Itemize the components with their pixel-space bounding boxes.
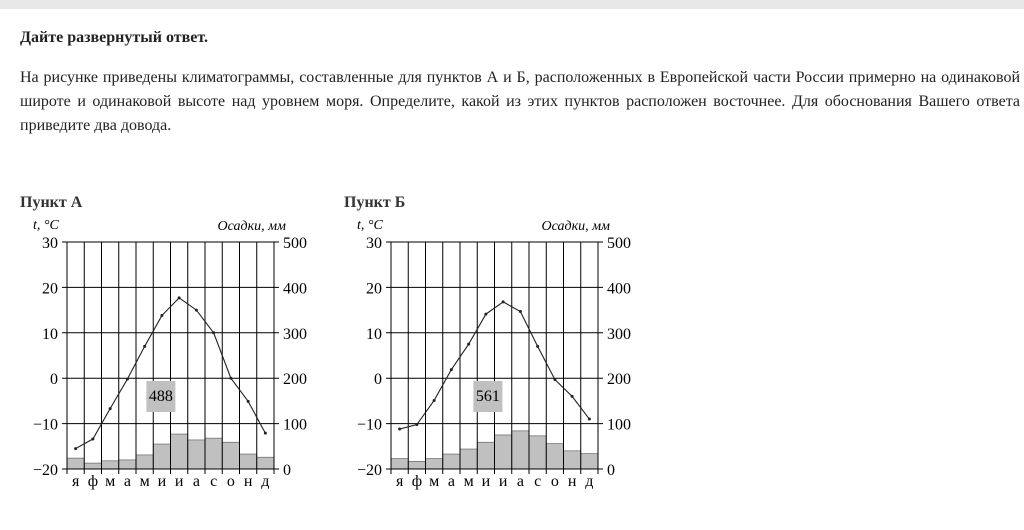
precipitation-bar [171,434,188,469]
temperature-point [143,345,146,348]
y-axis-label-left: t, °C [33,218,59,233]
y-axis-label-right: Осадки, мм [217,219,286,234]
y-tick-right: 0 [607,462,615,479]
temperature-point [109,407,112,410]
temperature-point [178,296,181,299]
month-label: о [226,473,235,490]
month-label: и [174,473,184,490]
temperature-point [519,310,522,313]
month-label: а [192,473,200,490]
temperature-point [160,314,163,317]
temperature-point [229,377,232,380]
month-label: ф [87,473,99,490]
temperature-point [247,400,250,403]
precipitation-bar [67,458,84,469]
temperature-point [536,345,539,348]
temperature-point [588,418,591,421]
temperature-point [415,423,418,426]
precipitation-bar [205,438,222,469]
temperature-point [264,432,267,435]
y-tick-left: 20 [42,280,58,298]
y-tick-left: 10 [366,325,382,343]
temperature-point [91,438,94,441]
y-tick-left: 10 [42,325,58,343]
temperature-point [484,313,487,316]
precipitation-bar [443,454,460,469]
y-tick-left: −10 [356,416,382,434]
y-tick-right: 200 [607,371,631,389]
month-label: н [567,473,577,490]
precipitation-bar [529,436,546,469]
precipitation-bar [222,442,239,469]
y-tick-right: 0 [283,462,291,479]
precipitation-bar [240,454,257,469]
month-label: с [534,473,542,490]
total-precipitation-label: 561 [475,388,500,405]
precipitation-bar [136,455,153,469]
temperature-point [433,399,436,402]
month-label: м [429,473,440,490]
y-tick-left: 0 [50,371,58,389]
month-label: и [498,473,508,490]
month-label: м [139,473,150,490]
y-tick-right: 100 [607,416,631,434]
y-tick-right: 400 [283,280,307,298]
y-tick-right: 300 [283,325,307,343]
y-tick-left: 30 [42,235,58,252]
temperature-point [212,331,215,334]
precipitation-bar [460,449,477,469]
y-tick-right: 400 [607,280,631,298]
month-label: я [395,473,404,490]
precipitation-bar [391,459,408,469]
temperature-point [126,378,129,381]
y-tick-left: 30 [366,235,382,252]
precipitation-bar [426,459,443,469]
precipitation-bar [84,463,101,469]
y-tick-right: 500 [283,235,307,252]
task-heading: Дайте развернутый ответ. [20,29,208,46]
temperature-point [502,300,505,303]
temperature-point [74,447,77,450]
y-tick-right: 500 [607,235,631,252]
month-label: и [157,473,167,490]
y-tick-left: 20 [366,280,382,298]
month-label: а [123,473,131,490]
precipitation-bar [495,435,512,469]
precipitation-bar [257,457,274,469]
total-precipitation-label: 488 [148,388,173,405]
temperature-point [195,309,198,312]
y-axis-label-right: Осадки, мм [541,219,610,234]
y-tick-left: −20 [32,462,58,479]
month-label: а [516,473,524,490]
temperature-point [450,368,453,371]
month-label: ф [411,473,423,490]
y-tick-left: −20 [356,462,382,479]
y-tick-right: 200 [283,371,307,389]
precipitation-bar [188,440,205,469]
month-label: д [585,473,594,490]
month-label: м [463,473,474,490]
precipitation-bar [408,461,425,469]
precipitation-bar [512,431,529,469]
temperature-point [398,428,401,431]
task-text: На рисунке приведены климатограммы, составленные для пунктов А и Б, расположенных в Европейской части России примерно на одинаковой широте и одинаковой высоте над уровнем моря. Определите, какой из этих пунктов расположен восточнее. Для обоснования Вашего ответа приведите два довода. [20,69,1020,134]
month-label: и [481,473,491,490]
month-label: м [105,473,116,490]
precipitation-bar [564,451,581,469]
precipitation-bar [153,444,170,469]
month-label: а [447,473,455,490]
chart-title: Пункт А [20,194,83,211]
month-label: о [550,473,559,490]
month-label: н [243,473,253,490]
precipitation-bar [102,461,119,469]
precipitation-bar [581,454,598,469]
y-tick-left: −10 [32,416,58,434]
month-label: с [210,473,218,490]
month-label: я [71,473,80,490]
precipitation-bar [477,442,494,469]
precipitation-bar [119,460,136,469]
y-axis-label-left: t, °C [357,218,383,233]
temperature-point [553,378,556,381]
chart-title: Пункт Б [344,194,406,211]
month-label: д [261,473,270,490]
temperature-point [571,395,574,398]
temperature-point [467,343,470,346]
y-tick-left: 0 [374,371,382,389]
y-tick-right: 300 [607,325,631,343]
y-tick-right: 100 [283,416,307,434]
precipitation-bar [546,444,563,469]
